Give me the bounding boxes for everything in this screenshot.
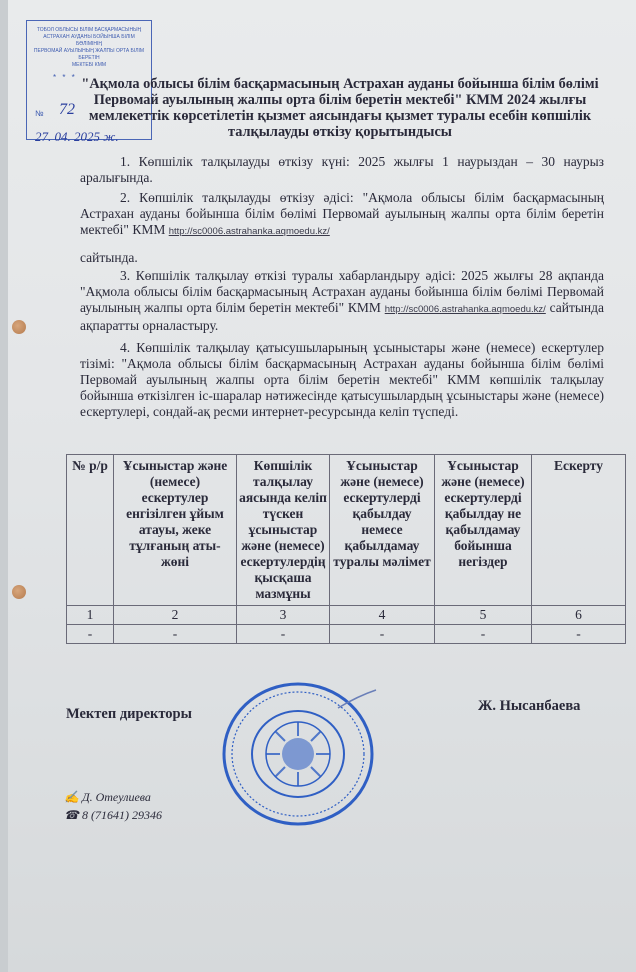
document-title: "Ақмола облысы білім басқармасының Астрахан ауданы бойынша білім бөлімі Первомай ауылының жалпы орта білім беретін мектебі" КММ 2024 жылғы мемлекеттік көрсетілетін қызмет аясындағы қызмет туралы есебін көпшілік талқылауды өткізу қорытындысы xyxy=(81,76,599,140)
header-cell: № р/р xyxy=(67,455,114,606)
paragraph-1: 1. Көпшілік талқылауды өткізу күні: 2025 жылғы 1 наурыздан – 30 наурыз аралығында. xyxy=(80,154,604,185)
paragraph-4: 4. Көпшілік талқылау қатысушыларының ұсыныстары және (немесе) ескертулер тізімі: "Ақмола облысы білім басқармасының Астрахан ауданы бойынша білім бөлімі Первомай ауылының жалпы орта білім беретін мектебі" КММ көпшілік талқылау бойынша өткізілген іс-шаралар нәтижесінде қатысушылардың ұсыныстары және (немесе) ескертулері, сондай-ақ ресми интернет-ресурсында келіп түспеді. xyxy=(80,340,604,419)
phone-icon: ☎ xyxy=(64,808,82,822)
table-cell: - xyxy=(435,625,532,644)
stamp-header-line: ПЕРВОМАЙ АУЫЛЫНЫҢ ЖАЛПЫ ОРТА БІЛІМ БЕРЕТІН xyxy=(33,48,145,61)
table-cell: 2 xyxy=(114,606,237,625)
table-cell: 5 xyxy=(435,606,532,625)
stamp-header-line: АСТРАХАН АУДАНЫ БОЙЫНША БІЛІМ БӨЛІМІНІҢ xyxy=(43,34,135,47)
announcement-website-link[interactable]: http://sc0006.astrahanka.aqmoedu.kz/ xyxy=(384,304,546,315)
header-cell: Ескерту xyxy=(532,455,626,606)
header-cell: Ұсыныстар және (немесе) ескертулер енгізілген ұйым атауы, жеке тұлғаның аты-жөні xyxy=(114,455,237,606)
official-seal-icon xyxy=(218,678,378,830)
stamp-number-value: 72 xyxy=(59,101,75,118)
header-cell: Ұсыныстар және (немесе) ескертулерді қабылдау немесе қабылдамау туралы мәлімет xyxy=(330,455,435,606)
stamp-header-line: ТОБОЛ ОБЛЫСЫ БІЛІМ БАСҚАРМАСЫНЫҢ xyxy=(36,27,142,33)
paragraph-3-tail: сайтында ақпаратты орналастыру. xyxy=(80,300,605,333)
author-name: Д. Отеулиева xyxy=(81,790,151,804)
punch-hole xyxy=(12,585,26,599)
table-number-row xyxy=(67,606,626,625)
pencil-icon: ✍ xyxy=(64,790,82,804)
table-cell: - xyxy=(237,625,330,644)
table-cell: 1 xyxy=(67,606,114,625)
stamp-date: 27. 04. 2025 ж. xyxy=(35,129,119,144)
paragraph-2-text: 2. Көпшілік талқылауды өткізу әдісі: "Ақмола облысы білім басқармасының Астрахан ауданы бойынша білім бөлімі Первомай ауылының жалпы орта білім беретін мектебі" КММ xyxy=(80,190,604,237)
director-name: Ж. Нысанбаева xyxy=(478,698,581,714)
paragraph-2 xyxy=(80,190,604,240)
author-line xyxy=(64,790,151,805)
table-cell: 4 xyxy=(330,606,435,625)
director-title: Мектеп директоры xyxy=(66,706,192,722)
table-cell: 3 xyxy=(237,606,330,625)
header-cell: Көпшілік талқылау аясында келіп түскен ұсыныстар және (немесе) ескертулердің қысқаша мазмұны xyxy=(237,455,330,606)
table-cell: 6 xyxy=(532,606,626,625)
stamp-number-prefix: № xyxy=(35,109,44,118)
table-cell: - xyxy=(532,625,626,644)
paragraph-3 xyxy=(80,268,604,334)
table-cell: - xyxy=(114,625,237,644)
table-cell: - xyxy=(67,625,114,644)
stamp-stars: * * * xyxy=(53,73,77,82)
stamp-header xyxy=(27,21,151,69)
phone-line xyxy=(64,808,162,823)
school-website-link[interactable]: http://sc0006.astrahanka.aqmoedu.kz/ xyxy=(168,226,330,237)
header-cell: Ұсыныстар және (немесе) ескертулерді қабылдау не қабылдамау бойынша негіздер xyxy=(435,455,532,606)
proposals-table xyxy=(66,454,626,644)
table-header-row xyxy=(67,455,626,606)
paragraph-2-tail: сайтында. xyxy=(80,250,138,265)
table-cell: - xyxy=(330,625,435,644)
phone-number: 8 (71641) 29346 xyxy=(81,808,162,822)
punch-hole xyxy=(12,320,26,334)
table-row xyxy=(67,625,626,644)
paragraph-3-text: 3. Көпшілік талқылау өткізі туралы хабарландыру әдісі: 2025 жылғы 28 ақпанда "Ақмола облысы білім басқармасының Астрахан ауданы бойынша білім бөлімі Первомай ауылының жалпы орта білім беретін мектебі" КММ xyxy=(80,268,604,315)
stamp-header-line: МЕКТЕБІ КММ xyxy=(71,62,107,68)
